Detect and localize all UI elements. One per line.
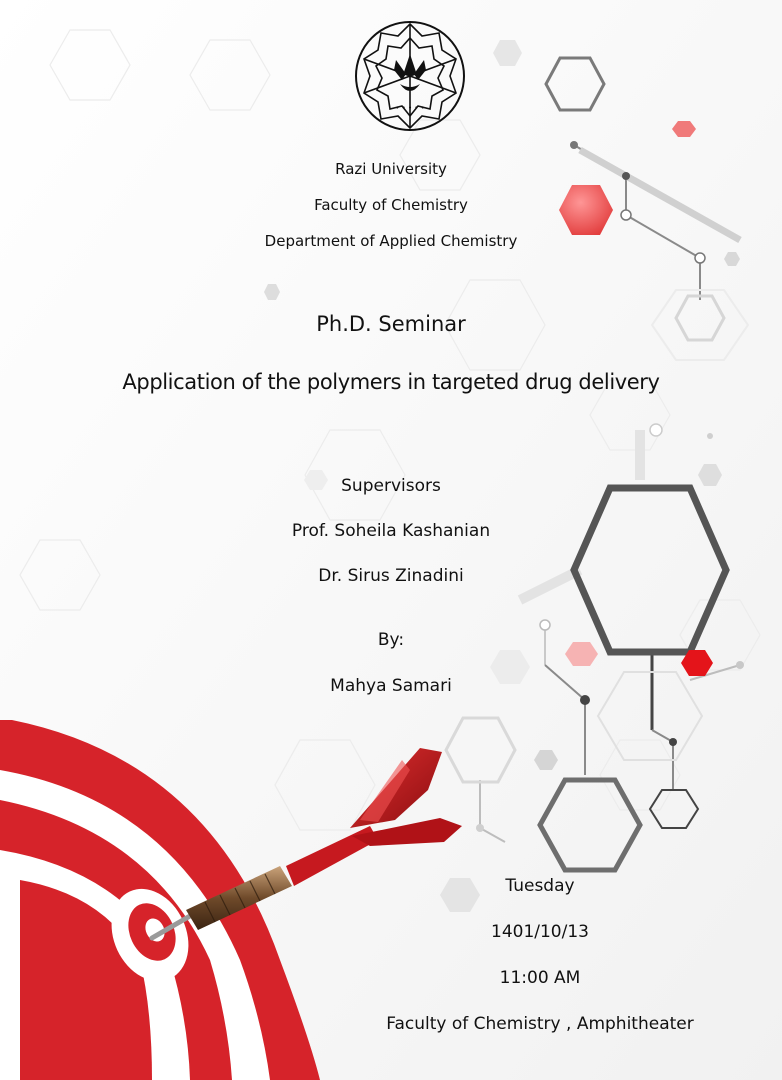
event-day: Tuesday (505, 876, 575, 896)
university-name: Razi University (335, 160, 447, 178)
svg-text:• • • • •: • • • • • (395, 104, 425, 112)
event-location: Faculty of Chemistry , Amphitheater (386, 1014, 694, 1034)
department-name: Department of Applied Chemistry (264, 232, 518, 250)
supervisors-heading: Supervisors (341, 476, 441, 496)
presenter-label: By: (377, 630, 405, 650)
event-time: 11:00 AM (499, 968, 581, 988)
supervisor-name-2: Dr. Sirus Zinadini (318, 566, 464, 586)
faculty-name: Faculty of Chemistry (314, 196, 468, 214)
seminar-title: Application of the polymers in targeted drug delivery (122, 370, 660, 394)
presenter-name: Mahya Samari (330, 676, 452, 696)
event-date: 1401/10/13 (491, 922, 589, 942)
supervisor-name-1: Prof. Soheila Kashanian (291, 521, 491, 541)
seminar-type: Ph.D. Seminar (316, 312, 466, 336)
